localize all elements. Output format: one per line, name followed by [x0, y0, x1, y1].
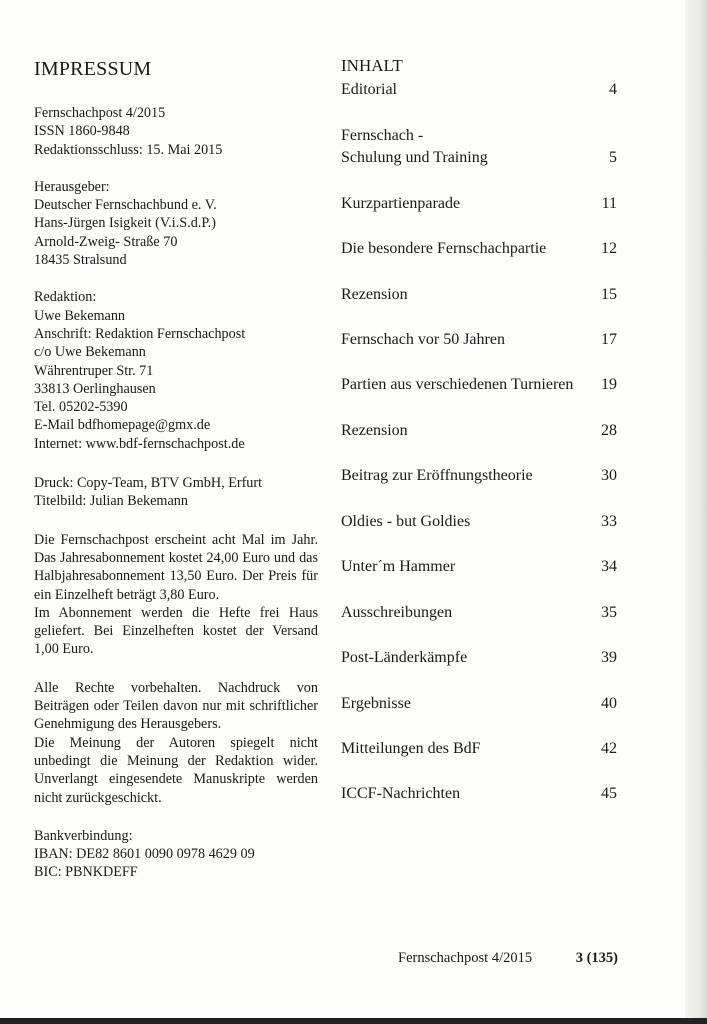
toc-entry[interactable] [341, 647, 617, 669]
footer-page-number: 3 (135) [575, 950, 618, 966]
page-footer [398, 950, 618, 967]
toc-entry-label: Partien aus verschiedenen Turnieren [341, 376, 574, 393]
footer-publication: Fernschachpost 4/2015 [398, 950, 533, 966]
toc-entry-label: Rezension [341, 286, 408, 303]
toc-entry[interactable] [341, 238, 617, 260]
editorial-phone: Tel. 05202-5390 [34, 399, 128, 416]
toc-entry-label: Ergebnisse [341, 695, 411, 712]
toc-entry-page: 30 [601, 467, 617, 484]
bank-heading: Bankverbindung: [34, 827, 133, 844]
toc-entry[interactable] [341, 193, 617, 215]
toc-entry-page: 17 [601, 331, 617, 348]
toc-entry-label: Mitteilungen des BdF [341, 740, 481, 757]
deadline-line: Redaktionsschluss: 15. Mai 2015 [34, 141, 223, 158]
toc-entry-label: Rezension [341, 422, 408, 439]
editorial-email: E-Mail bdfhomepage@gmx.de [34, 417, 211, 434]
toc-entry[interactable] [341, 602, 617, 624]
toc-entry-page: 42 [601, 740, 617, 757]
bank-info [34, 827, 318, 882]
toc-entry-label: Oldies - but Goldies [341, 513, 471, 530]
toc-entry[interactable] [341, 284, 617, 306]
publisher-person: Hans-Jürgen Isigkeit (V.i.S.d.P.) [34, 215, 216, 232]
toc-entry-page: 40 [601, 695, 617, 712]
publisher-info [34, 178, 318, 269]
editorial-street: Währentruper Str. 71 [34, 362, 154, 379]
toc-entry-page: 12 [601, 240, 617, 257]
editorial-city: 33813 Oerlinghausen [34, 380, 156, 397]
disclaimer-paragraph: Die Meinung der Autoren spiegelt nicht unbedingt die Meinung der Redaktion wider. Unverlangt eingesendete Manuskripte werden nicht zurückgeschickt. [34, 734, 318, 806]
editorial-co: c/o Uwe Bekemann [34, 344, 146, 361]
publisher-city: 18435 Stralsund [34, 252, 127, 269]
print-info [34, 474, 318, 511]
toc-entry[interactable] [341, 374, 617, 396]
toc-entry-page: 15 [601, 286, 617, 303]
bank-iban: IBAN: DE82 8601 0090 0978 4629 09 [34, 846, 255, 863]
editorial-info [34, 288, 318, 453]
editorial-address: Anschrift: Redaktion Fernschachpost [34, 325, 246, 342]
toc-entry-label-continued: Schulung und Training [341, 149, 488, 166]
toc-entry-page: 45 [601, 785, 617, 802]
toc-column [341, 55, 617, 802]
toc-entry[interactable] [341, 511, 617, 533]
toc-entry-page: 11 [601, 195, 617, 212]
toc-entry-page: 5 [609, 149, 617, 166]
toc-entry-page: 39 [601, 649, 617, 666]
editorial-heading: Redaktion: [34, 289, 97, 306]
toc-entry[interactable] [341, 79, 617, 101]
issue-info [34, 104, 318, 159]
toc-entry[interactable] [341, 738, 617, 760]
toc-entry-label: Editorial [341, 81, 397, 98]
rights-paragraph: Alle Rechte vorbehalten. Nachdruck von Beiträgen oder Teilen davon nur mit schriftlicher Genehmigung des Herausgebers. [34, 679, 318, 733]
toc-entry-label: Ausschreibungen [341, 604, 453, 621]
impressum-title: IMPRESSUM [34, 58, 152, 80]
toc-entry-page: 4 [609, 81, 617, 98]
issn-line: ISSN 1860-9848 [34, 123, 130, 140]
toc-entry[interactable] [341, 693, 617, 715]
delivery-paragraph: Im Abonnement werden die Hefte frei Haus geliefert. Bei Einzelheften kostet der Versand 1,00 Euro. [34, 604, 318, 658]
toc-entry[interactable] [341, 556, 617, 578]
rights-info [34, 679, 318, 807]
publisher-heading: Herausgeber: [34, 178, 110, 195]
print-line: Druck: Copy-Team, BTV GmbH, Erfurt [34, 475, 263, 492]
toc-title: INHALT [341, 56, 403, 75]
toc-entry-label: Fernschach - [341, 127, 424, 144]
page-edge-shadow [685, 0, 707, 1024]
toc-entry-label: ICCF-Nachrichten [341, 785, 461, 802]
scan-bottom-edge [0, 1018, 707, 1024]
toc-entry-page: 34 [601, 558, 617, 575]
publisher-street: Arnold-Zweig- Straße 70 [34, 233, 178, 250]
subscription-info [34, 531, 318, 659]
issue-line: Fernschachpost 4/2015 [34, 105, 166, 121]
toc-entry[interactable] [341, 329, 617, 351]
toc-entry[interactable] [341, 465, 617, 487]
editorial-website: Internet: www.bdf-fernschachpost.de [34, 435, 245, 452]
toc-entry[interactable] [341, 125, 617, 169]
impressum-column [34, 56, 318, 882]
toc-entry-label: Unter´m Hammer [341, 558, 456, 575]
toc-entry-label: Post-Länderkämpfe [341, 649, 468, 666]
toc-entry[interactable] [341, 783, 617, 805]
toc-entry[interactable] [341, 420, 617, 442]
toc-entry-label: Beitrag zur Eröffnungstheorie [341, 467, 533, 484]
subscription-paragraph: Die Fernschachpost erscheint acht Mal im Jahr. Das Jahresabonnement kostet 24,00 Euro und das Halbjahresabonnement 13,50 Euro. Der Preis für ein Einzelheft beträgt 3,80 Euro. [34, 531, 318, 603]
cover-photo-line: Titelbild: Julian Bekemann [34, 493, 188, 510]
toc-entry-label: Die besondere Fernschachpartie [341, 240, 547, 257]
toc-entry-page: 19 [601, 376, 617, 393]
toc-entry-page: 28 [601, 422, 617, 439]
editor-name: Uwe Bekemann [34, 307, 126, 324]
bank-bic: BIC: PBNKDEFF [34, 864, 138, 881]
toc-entry-page: 35 [601, 604, 617, 621]
publisher-org: Deutscher Fernschachbund e. V. [34, 197, 217, 214]
toc-entry-label: Fernschach vor 50 Jahren [341, 331, 505, 348]
toc-entry-label: Kurzpartienparade [341, 195, 461, 212]
toc-entry-page: 33 [601, 513, 617, 530]
